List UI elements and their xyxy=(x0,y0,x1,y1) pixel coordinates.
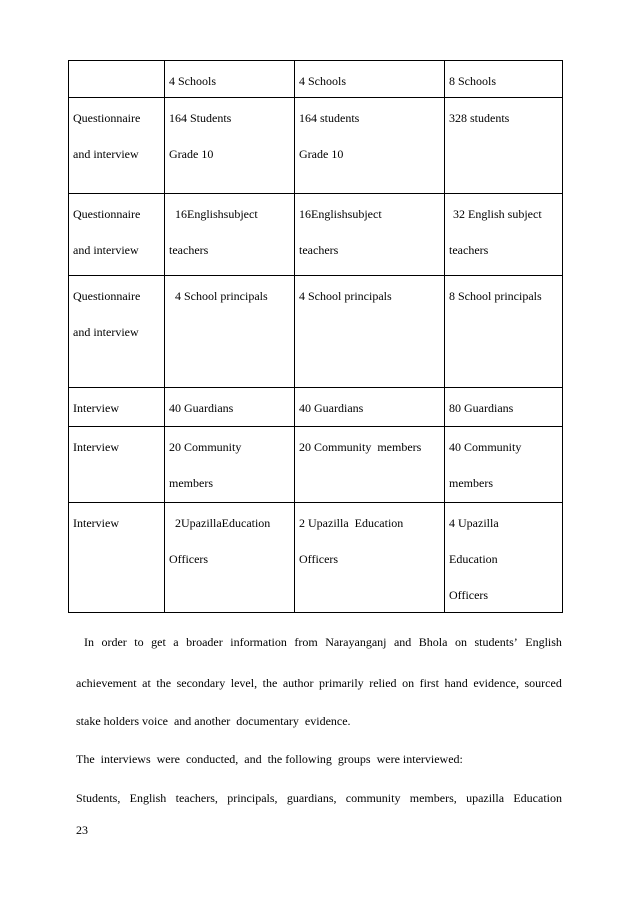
header-cell-empty xyxy=(69,61,165,98)
method-cell: Interview xyxy=(69,427,165,503)
cell: 164 Students Grade 10 xyxy=(165,98,295,194)
method-cell: Questionnaire and interview xyxy=(69,276,165,388)
table-header-row xyxy=(69,61,563,98)
method-cell: Interview xyxy=(69,503,165,613)
header-cell: 4 Schools xyxy=(295,61,445,98)
cell: 16Englishsubject teachers xyxy=(295,194,445,276)
cell: 8 School principals xyxy=(445,276,563,388)
table-row xyxy=(69,503,563,613)
paragraph-line: stake holders voice and another documentary evidence. xyxy=(76,714,351,728)
cell: 40 Community members xyxy=(445,427,563,503)
paragraph-line: achievement at the secondary level, the author primarily relied on first hand evidence, sourced xyxy=(76,676,562,690)
cell: 80 Guardians xyxy=(445,388,563,427)
data-sources-table xyxy=(68,60,563,613)
paragraph-line: Students, English teachers, principals, guardians, community members, upazilla Education xyxy=(76,791,562,805)
method-cell: Questionnaire and interview xyxy=(69,194,165,276)
cell: 16Englishsubject teachers xyxy=(165,194,295,276)
method-cell: Interview xyxy=(69,388,165,427)
table-row xyxy=(69,98,563,194)
cell: 40 Guardians xyxy=(165,388,295,427)
cell: 40 Guardians xyxy=(295,388,445,427)
header-cell: 4 Schools xyxy=(165,61,295,98)
cell: 2UpazillaEducation Officers xyxy=(165,503,295,613)
cell: 32 English subject teachers xyxy=(445,194,563,276)
table-row xyxy=(69,276,563,388)
cell: 4 Upazilla Education Officers xyxy=(445,503,563,613)
header-cell: 8 Schools xyxy=(445,61,563,98)
cell: 20 Community members xyxy=(165,427,295,503)
page-number: 23 xyxy=(76,823,88,837)
cell: 4 School principals xyxy=(295,276,445,388)
cell: 164 students Grade 10 xyxy=(295,98,445,194)
cell: 20 Community members xyxy=(295,427,445,503)
table-row xyxy=(69,388,563,427)
cell: 4 School principals xyxy=(165,276,295,388)
paragraph-line: The interviews were conducted, and the following groups were interviewed: xyxy=(76,752,463,766)
cell: 2 Upazilla Education Officers xyxy=(295,503,445,613)
method-cell: Questionnaire and interview xyxy=(69,98,165,194)
table-row xyxy=(69,427,563,503)
paragraph-line: In order to get a broader information from Narayanganj and Bhola on students’ English xyxy=(84,635,562,649)
cell: 328 students xyxy=(445,98,563,194)
table-row xyxy=(69,194,563,276)
